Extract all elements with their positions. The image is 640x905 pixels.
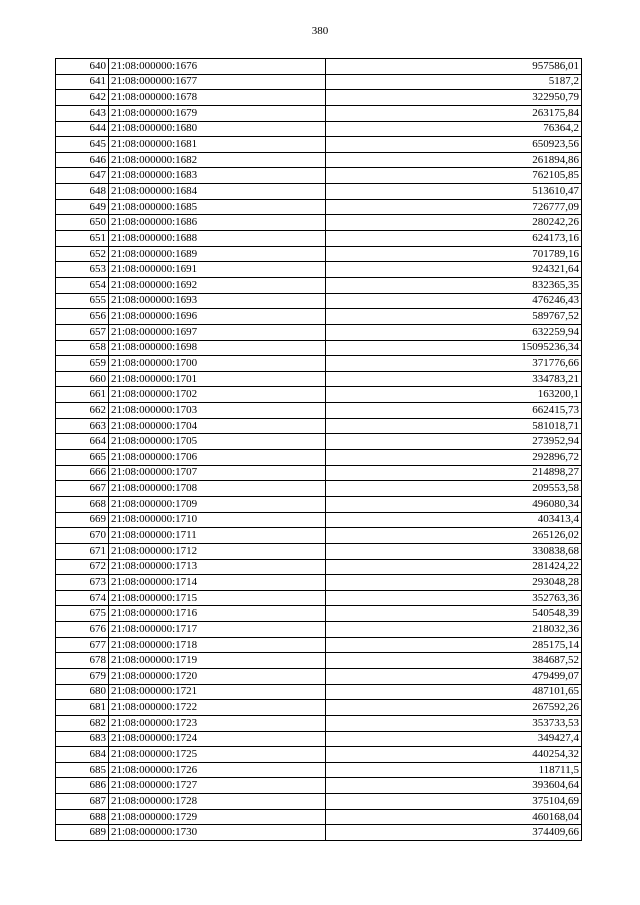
cadastral-value-cell: 650923,56 [326,137,582,153]
cadastral-number-cell: 21:08:000000:1679 [109,105,326,121]
table-row [56,528,582,544]
cadastral-number-cell: 21:08:000000:1677 [109,74,326,90]
cadastral-number-cell: 21:08:000000:1728 [109,794,326,810]
cadastral-number-cell: 21:08:000000:1723 [109,715,326,731]
cadastral-number-cell: 21:08:000000:1702 [109,387,326,403]
table-row [56,794,582,810]
cadastral-number-cell: 21:08:000000:1703 [109,403,326,419]
table-row [56,825,582,841]
cadastral-value-cell: 263175,84 [326,105,582,121]
row-number-cell: 653 [56,262,109,278]
table-row [56,59,582,75]
cadastral-value-cell: 267592,26 [326,700,582,716]
cadastral-value-cell: 581018,71 [326,418,582,434]
row-number-cell: 660 [56,371,109,387]
cadastral-value-cell: 273952,94 [326,434,582,450]
cadastral-value-cell: 624173,16 [326,231,582,247]
cadastral-number-cell: 21:08:000000:1726 [109,762,326,778]
row-number-cell: 642 [56,90,109,106]
cadastral-value-cell: 214898,27 [326,465,582,481]
row-number-cell: 657 [56,324,109,340]
cadastral-value-cell: 662415,73 [326,403,582,419]
table-row [56,668,582,684]
row-number-cell: 665 [56,450,109,466]
cadastral-value-cell: 265126,02 [326,528,582,544]
cadastral-number-cell: 21:08:000000:1678 [109,90,326,106]
row-number-cell: 654 [56,277,109,293]
row-number-cell: 664 [56,434,109,450]
table-row [56,637,582,653]
cadastral-value-cell: 589767,52 [326,309,582,325]
cadastral-number-cell: 21:08:000000:1729 [109,809,326,825]
cadastral-number-cell: 21:08:000000:1715 [109,590,326,606]
cadastral-number-cell: 21:08:000000:1700 [109,356,326,372]
cadastral-number-cell: 21:08:000000:1688 [109,231,326,247]
table-row [56,356,582,372]
cadastral-value-cell: 440254,32 [326,747,582,763]
row-number-cell: 650 [56,215,109,231]
row-number-cell: 687 [56,794,109,810]
row-number-cell: 678 [56,653,109,669]
table-row [56,371,582,387]
table-row [56,450,582,466]
cadastral-number-cell: 21:08:000000:1730 [109,825,326,841]
row-number-cell: 662 [56,403,109,419]
cadastral-value-cell: 487101,65 [326,684,582,700]
table-row [56,74,582,90]
cadastral-number-cell: 21:08:000000:1722 [109,700,326,716]
cadastral-number-cell: 21:08:000000:1710 [109,512,326,528]
row-number-cell: 652 [56,246,109,262]
cadastral-number-cell: 21:08:000000:1717 [109,622,326,638]
cadastral-value-cell: 292896,72 [326,450,582,466]
table-row [56,465,582,481]
cadastral-value-cell: 374409,66 [326,825,582,841]
cadastral-value-cell: 353733,53 [326,715,582,731]
table-row [56,731,582,747]
table-row [56,324,582,340]
cadastral-number-cell: 21:08:000000:1704 [109,418,326,434]
cadastral-value-cell: 261894,86 [326,152,582,168]
table-row [56,747,582,763]
cadastral-number-cell: 21:08:000000:1724 [109,731,326,747]
row-number-cell: 661 [56,387,109,403]
row-number-cell: 677 [56,637,109,653]
cadastral-value-cell: 5187,2 [326,74,582,90]
cadastral-number-cell: 21:08:000000:1713 [109,559,326,575]
cadastral-number-cell: 21:08:000000:1711 [109,528,326,544]
table-row [56,184,582,200]
row-number-cell: 684 [56,747,109,763]
table-row [56,340,582,356]
cadastral-value-cell: 15095236,34 [326,340,582,356]
cadastral-value-cell: 924321,64 [326,262,582,278]
row-number-cell: 688 [56,809,109,825]
row-number-cell: 651 [56,231,109,247]
row-number-cell: 641 [56,74,109,90]
row-number-cell: 640 [56,59,109,75]
cadastral-number-cell: 21:08:000000:1685 [109,199,326,215]
table-row [56,809,582,825]
cadastral-number-cell: 21:08:000000:1676 [109,59,326,75]
table-row [56,700,582,716]
cadastral-value-cell: 293048,28 [326,575,582,591]
cadastral-number-cell: 21:08:000000:1692 [109,277,326,293]
cadastral-number-cell: 21:08:000000:1725 [109,747,326,763]
cadastral-value-cell: 460168,04 [326,809,582,825]
table-row [56,309,582,325]
row-number-cell: 673 [56,575,109,591]
cadastral-number-cell: 21:08:000000:1681 [109,137,326,153]
cadastral-number-cell: 21:08:000000:1705 [109,434,326,450]
cadastral-value-cell: 393604,64 [326,778,582,794]
row-number-cell: 666 [56,465,109,481]
table-row [56,262,582,278]
cadastral-number-cell: 21:08:000000:1721 [109,684,326,700]
cadastral-value-cell: 476246,43 [326,293,582,309]
cadastral-number-cell: 21:08:000000:1680 [109,121,326,137]
cadastral-value-cell: 349427,4 [326,731,582,747]
cadastral-number-cell: 21:08:000000:1697 [109,324,326,340]
table-row [56,762,582,778]
page-number: 380 [311,25,329,37]
row-number-cell: 686 [56,778,109,794]
table-row [56,293,582,309]
cadastral-value-cell: 322950,79 [326,90,582,106]
table-row [56,434,582,450]
cadastral-value-cell: 371776,66 [326,356,582,372]
row-number-cell: 648 [56,184,109,200]
table-row [56,246,582,262]
cadastral-value-cell: 76364,2 [326,121,582,137]
cadastral-value-cell: 285175,14 [326,637,582,653]
row-number-cell: 663 [56,418,109,434]
row-number-cell: 689 [56,825,109,841]
row-number-cell: 658 [56,340,109,356]
row-number-cell: 675 [56,606,109,622]
cadastral-value-cell: 352763,36 [326,590,582,606]
table-row [56,653,582,669]
cadastral-value-cell: 280242,26 [326,215,582,231]
table-row [56,622,582,638]
table-row [56,606,582,622]
row-number-cell: 685 [56,762,109,778]
cadastral-value-cell: 513610,47 [326,184,582,200]
cadastral-number-cell: 21:08:000000:1698 [109,340,326,356]
row-number-cell: 669 [56,512,109,528]
row-number-cell: 674 [56,590,109,606]
cadastral-number-cell: 21:08:000000:1686 [109,215,326,231]
table-row [56,543,582,559]
row-number-cell: 679 [56,668,109,684]
cadastral-value-cell: 540548,39 [326,606,582,622]
row-number-cell: 647 [56,168,109,184]
row-number-cell: 668 [56,496,109,512]
table-row [56,277,582,293]
cadastral-number-cell: 21:08:000000:1719 [109,653,326,669]
row-number-cell: 645 [56,137,109,153]
cadastral-number-cell: 21:08:000000:1714 [109,575,326,591]
row-number-cell: 659 [56,356,109,372]
row-number-cell: 646 [56,152,109,168]
cadastral-value-cell: 163200,1 [326,387,582,403]
table-row [56,90,582,106]
table-row [56,199,582,215]
table-row [56,559,582,575]
table-row [56,575,582,591]
table-row [56,152,582,168]
cadastral-number-cell: 21:08:000000:1707 [109,465,326,481]
cadastral-number-cell: 21:08:000000:1684 [109,184,326,200]
row-number-cell: 683 [56,731,109,747]
cadastral-number-cell: 21:08:000000:1693 [109,293,326,309]
cadastral-value-cell: 632259,94 [326,324,582,340]
cadastral-value-cell: 384687,52 [326,653,582,669]
row-number-cell: 644 [56,121,109,137]
table-row [56,590,582,606]
cadastral-number-cell: 21:08:000000:1691 [109,262,326,278]
table-row [56,121,582,137]
cadastral-value-table [55,58,582,841]
cadastral-value-cell: 957586,01 [326,59,582,75]
cadastral-value-cell: 726777,09 [326,199,582,215]
cadastral-value-cell: 281424,22 [326,559,582,575]
row-number-cell: 672 [56,559,109,575]
table-row [56,512,582,528]
row-number-cell: 649 [56,199,109,215]
table-row [56,403,582,419]
cadastral-number-cell: 21:08:000000:1682 [109,152,326,168]
table-row [56,481,582,497]
row-number-cell: 655 [56,293,109,309]
cadastral-value-cell: 701789,16 [326,246,582,262]
cadastral-number-cell: 21:08:000000:1712 [109,543,326,559]
row-number-cell: 681 [56,700,109,716]
cadastral-number-cell: 21:08:000000:1706 [109,450,326,466]
table-row [56,418,582,434]
row-number-cell: 667 [56,481,109,497]
table-row [56,231,582,247]
cadastral-value-cell: 479499,07 [326,668,582,684]
cadastral-value-cell: 209553,58 [326,481,582,497]
cadastral-number-cell: 21:08:000000:1701 [109,371,326,387]
table-row [56,778,582,794]
cadastral-value-cell: 496080,34 [326,496,582,512]
row-number-cell: 671 [56,543,109,559]
cadastral-value-cell: 118711,5 [326,762,582,778]
table-row [56,105,582,121]
cadastral-value-cell: 832365,35 [326,277,582,293]
table-row [56,684,582,700]
cadastral-number-cell: 21:08:000000:1716 [109,606,326,622]
table-row [56,215,582,231]
cadastral-value-cell: 403413,4 [326,512,582,528]
cadastral-number-cell: 21:08:000000:1709 [109,496,326,512]
cadastral-number-cell: 21:08:000000:1718 [109,637,326,653]
row-number-cell: 656 [56,309,109,325]
table-row [56,496,582,512]
row-number-cell: 670 [56,528,109,544]
table-row [56,137,582,153]
row-number-cell: 643 [56,105,109,121]
cadastral-number-cell: 21:08:000000:1720 [109,668,326,684]
cadastral-value-cell: 762105,85 [326,168,582,184]
cadastral-value-cell: 330838,68 [326,543,582,559]
cadastral-value-cell: 218032,36 [326,622,582,638]
cadastral-number-cell: 21:08:000000:1683 [109,168,326,184]
table-row [56,715,582,731]
table-body [56,59,582,841]
cadastral-number-cell: 21:08:000000:1708 [109,481,326,497]
table-row [56,387,582,403]
cadastral-value-cell: 334783,21 [326,371,582,387]
row-number-cell: 680 [56,684,109,700]
cadastral-value-cell: 375104,69 [326,794,582,810]
table-row [56,168,582,184]
row-number-cell: 676 [56,622,109,638]
cadastral-number-cell: 21:08:000000:1689 [109,246,326,262]
row-number-cell: 682 [56,715,109,731]
cadastral-number-cell: 21:08:000000:1727 [109,778,326,794]
cadastral-number-cell: 21:08:000000:1696 [109,309,326,325]
